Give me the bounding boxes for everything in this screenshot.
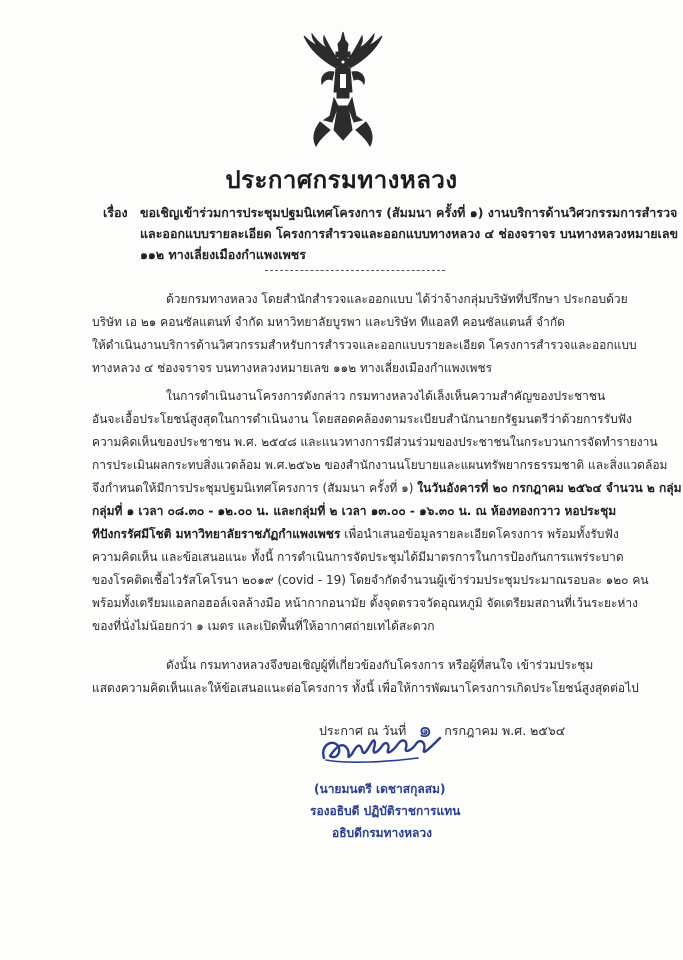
paragraph-line [92,477,682,500]
paragraph-line: ของโรคติดเชื้อไวรัสโคโรนา ๒๐๑๙ (covid - 19) โดยจำกัดจำนวนผู้เข้าร่วมประชุมประมาณรอบละ ๑๒๐ คน [92,573,649,587]
subject-label: เรื่อง [103,205,128,220]
signatory-title: อธิบดีกรมทางหลวง [332,826,432,840]
paragraph-line: ในการดำเนินงานโครงการดังกล่าว กรมทางหลวงได้เล็งเห็นความสำคัญของประชาชน [166,389,606,403]
paragraph-line: ให้ดำเนินงานบริการด้านวิศวกรรมสำหรับการสำรวจและออกแบบรายละเอียด โครงการสำรวจและออกแบบ [92,338,637,352]
subject-line: ๑๑๒ ทางเลี่ยงเมืองกำแพงเพชร [140,247,307,262]
paragraph-line: บริษัท เอ ๒๑ คอนซัลแตนท์ จำกัด มหาวิทยาลัยบูรพา และบริษัท ทีแอลที คอนซัลแตนส์ จำกัด [92,315,565,329]
date-suffix: กรกฎาคม พ.ศ. ๒๕๖๔ [444,723,566,738]
meeting-purpose-text: เพื่อนำเสนอข้อมูลรายละเอียดโครงการ พร้อมทั้งรับฟัง [340,527,619,541]
signatory-name: (นายมนตรี เดชาสกุลสม) [314,782,446,796]
garuda-emblem [300,30,386,148]
handwritten-signature [318,728,448,768]
meeting-intro-text: จึงกำหนดให้มีการประชุมปฐมนิเทศโครงการ (สัมมนา ครั้งที่ ๑) [92,481,418,495]
signatory-block [310,778,460,844]
date-day: ๑ [418,718,433,743]
paragraph-line: อันจะเอื้อประโยชน์สูงสุดในการดำเนินงาน โดยสอดคล้องตามระเบียบสำนักนายกรัฐมนตรีว่าด้วยการรับฟัง [92,412,633,426]
announcement-heading: ประกาศกรมทางหลวง [225,166,458,194]
divider-line [265,270,445,271]
paragraph-line [92,523,619,546]
paragraph-line: การประเมินผลกระทบสิ่งแวดล้อม พ.ศ.๒๕๖๒ ของสำนักงานนโยบายและแผนทรัพยากรธรรมชาติ และสิ่งแวดล้อม [92,458,668,472]
paragraph-line: ทางหลวง ๔ ช่องจราจร บนทางหลวงหมายเลข ๑๑๒ ทางเลี่ยงเมืองกำแพงเพชร [92,361,493,375]
signatory-position: รองอธิบดี ปฏิบัติราชการแทน [310,804,461,818]
meeting-venue-text: ทีปังกรรัศมีโชติ มหาวิทยาลัยราชภัฏกำแพงเพชร [92,527,341,541]
paragraph-line: พร้อมทั้งเตรียมแอลกอฮอล์เจลล้างมือ หน้ากากอนามัย ตั้งจุดตรวจวัดอุณหภูมิ จัดเตรียมสถานที่เว้นระยะห่าง [92,596,638,610]
paragraph-line: ความคิดเห็นของประชาชน พ.ศ. ๒๕๔๘ และแนวทางการมีส่วนร่วมของประชาชนในกระบวนการจัดทำรายงาน [92,435,658,449]
subject-line: ขอเชิญเข้าร่วมการประชุมปฐมนิเทศโครงการ (สัมมนา ครั้งที่ ๑) งานบริการด้านวิศวกรรมการสำรวจ [140,205,678,220]
paragraph-line: ดังนั้น กรมทางหลวงจึงขอเชิญผู้ที่เกี่ยวข้องกับโครงการ หรือผู้ที่สนใจ เข้าร่วมประชุม [166,658,594,672]
paragraph-line: ของที่นั่งไม่น้อยกว่า ๑ เมตร และเปิดพื้นที่ให้อากาศถ่ายเทได้สะดวก [92,619,435,633]
subject-line: และออกแบบรายละเอียด โครงการสำรวจและออกแบบทางหลวง ๔ ช่องจราจร บนทางหลวงหมายเลข [140,226,679,241]
paragraph-line: แสดงความคิดเห็นและให้ข้อเสนอแนะต่อโครงการ ทั้งนี้ เพื่อให้การพัฒนาโครงการเกิดประโยชน์สูงสุดต่อไป [92,681,639,695]
paragraph-line: ด้วยกรมทางหลวง โดยสำนักสำรวจและออกแบบ ได้ว่าจ้างกลุ่มบริษัทที่ปรึกษา ประกอบด้วย [166,292,628,306]
date-prefix: ประกาศ ณ วันที่ [319,723,407,738]
meeting-date-text: ในวันอังคารที่ ๒๐ กรกฎาคม ๒๕๖๔ จำนวน ๒ กลุ่ม [417,481,682,495]
paragraph-line: ความคิดเห็น และข้อเสนอแนะ ทั้งนี้ การดำเนินการจัดประชุมได้มีมาตรการในการป้องกันการแพร่ระบาด [92,550,624,564]
meeting-time-line: กลุ่มที่ ๑ เวลา ๐๘.๓๐ - ๑๒.๐๐ น. และกลุ่มที่ ๒ เวลา ๑๓.๐๐ - ๑๖.๓๐ น. ณ ห้องทองกวาว หอประชุม [92,504,617,518]
